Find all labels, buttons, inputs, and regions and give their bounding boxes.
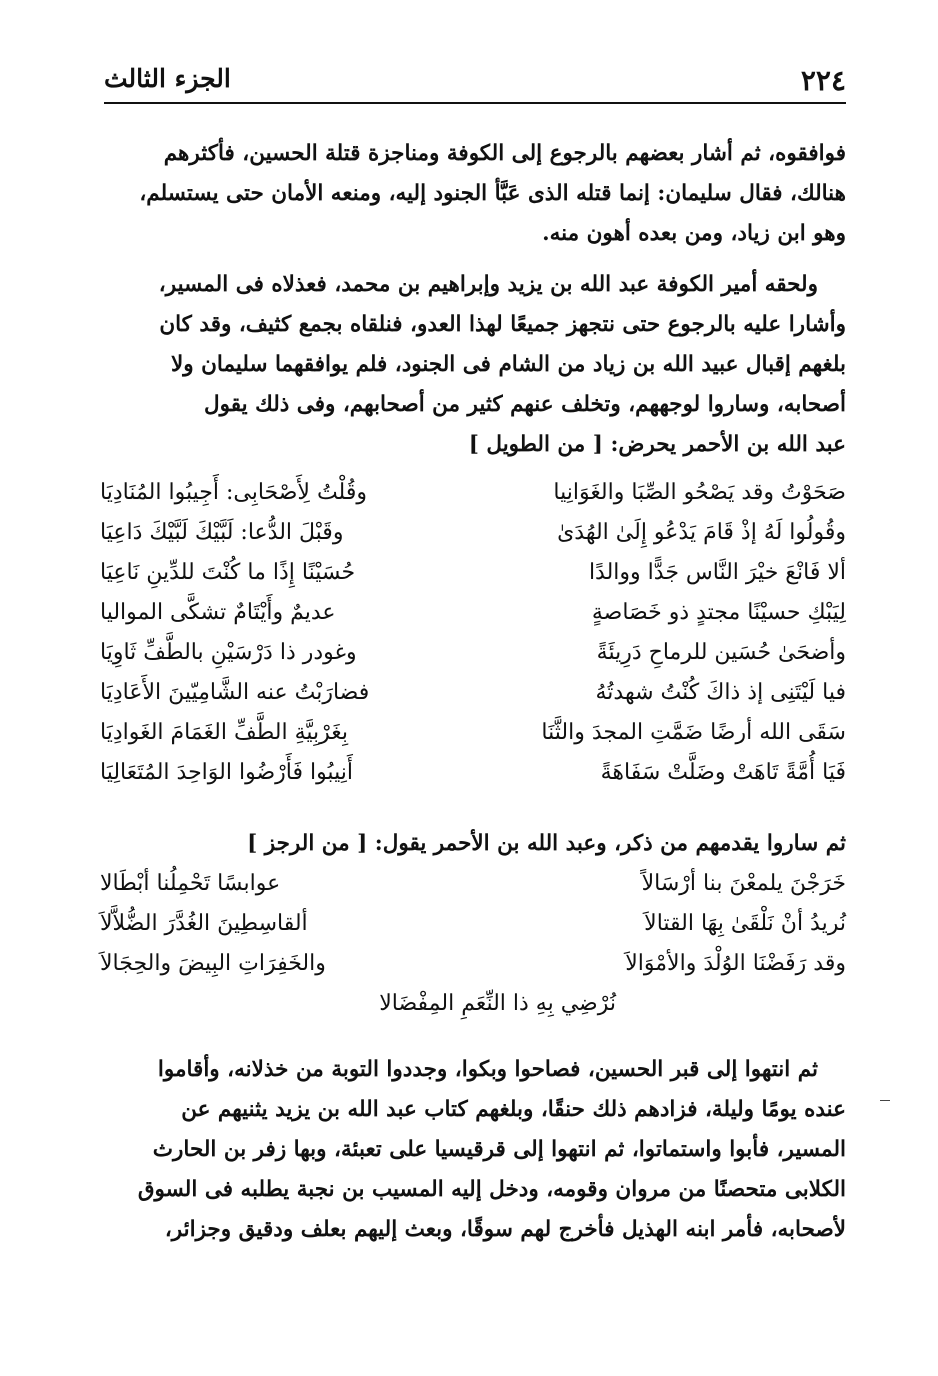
verse-second-hemistich: فضارَبْتُ عنه الشَّامِيّينَ الأَعَادِيَا: [100, 680, 370, 705]
verse-first-hemistich: نُريدُ أنْ نَلْقَىٰ بِهَا القتالاَ: [644, 911, 846, 936]
verse-second-hemistich: حُسَيْنًا إِذًا ما كُنْتَ للدِّينِ نَاعِيَا: [100, 560, 356, 585]
verse: [100, 600, 846, 640]
verse-first-hemistich: سَقَى الله أرضًا ضَمَّتِ المجدَ والثَّنَا: [541, 720, 846, 745]
verse-second-hemistich: عديمٌ وأَيْتَامٌ تشكَّى المواليا: [100, 600, 336, 625]
verse-second-hemistich: بِغَرْبِيَّةِ الطَّفِّ الغَمَامَ الغَوادِيَا: [100, 720, 349, 745]
text-line: المسير، فأبوا واستماتوا، ثم انتهوا إلى قرقيسيا على تعبئة، وبها زفر بن الحارث: [152, 1137, 846, 1162]
poem-tawil: [100, 480, 846, 800]
verse-first-hemistich: فَيَا أُمَّةً تَاهَتْ وضَلَّتْ سَفَاهَةً: [600, 760, 846, 785]
verse-second-hemistich: والخَفِرَاتِ البِيضَ والحِجَالاَ: [100, 951, 326, 976]
verse: [100, 560, 846, 600]
verse-single-hemistich: نُرْضِي بِهِ ذا النِّعَمِ المِفْضَالا: [379, 991, 616, 1016]
verse-first-hemistich: فيا لَيْتَنِى إذ ذاكَ كُنْتُ شهدتُهُ: [595, 680, 846, 705]
text-line: وأشارا عليه بالرجوع حتى نتجهز جميعًا لهذا العدو، فنلقاه بجمع كثيف، وقد كان: [159, 312, 846, 337]
page-header: [104, 62, 846, 104]
verse-single: [100, 991, 846, 1031]
verse: [100, 720, 846, 760]
verse: [100, 871, 846, 911]
paragraph-3: [100, 1050, 846, 1250]
verse: [100, 520, 846, 560]
volume-title: الجزء الثالث: [104, 64, 231, 93]
verse-second-hemistich: ألقاسِطِينَ الغُدَّرَ الضُّلاَّلاَ: [100, 911, 308, 936]
verse-second-hemistich: وقَبْلَ الدُّعا: لَبَّيْكَ لَبَّيْكَ دَاعِيَا: [100, 520, 344, 545]
verse-first-hemistich: وقُولُوا لَهُ إذْ قَامَ يَدْعُو إِلَىٰ الهُدَىٰ: [557, 520, 846, 545]
verse-first-hemistich: لِيَبْكِ حسيْنًا مجتدٍ ذو خَصَاصةٍ: [591, 600, 846, 625]
text-line: أصحابه، وساروا لوجههم، وتخلف عنهم كثير من أصحابهم، وفى ذلك يقول: [204, 392, 846, 417]
verse-second-hemistich: وقُلْتُ لِأَصْحَابِى: أَجِيبُوا المُنَادِيَا: [100, 480, 367, 505]
text-line: عبد الله بن الأحمر يحرض: [ من الطويل ]: [468, 432, 846, 457]
text-line: عنده يومًا وليلة، فزادهم ذلك حنقًا، وبلغهم كتاب عبد الله بن يزيد يثنيهم عن: [181, 1097, 846, 1122]
text-line: ثم انتهوا إلى قبر الحسين، فصاحوا وبكوا، وجددوا التوبة من خذلانه، وأقاموا: [157, 1057, 818, 1082]
text-line: فوافقوه، ثم أشار بعضهم بالرجوع إلى الكوفة ومناجزة قتلة الحسين، فأكثرهم: [163, 141, 846, 166]
poem-rajaz: [100, 871, 846, 1031]
verse: [100, 680, 846, 720]
verse: [100, 480, 846, 520]
paragraph-2: [100, 265, 846, 465]
verse: [100, 760, 846, 800]
verse-second-hemistich: أَنِيبُوا فَأَرْضُوا الوَاحِدَ المُتَعَالِيَا: [100, 760, 353, 785]
verse-second-hemistich: وغودر ذا دَرْسَيْنِ بالطَّفِّ ثَاوِيَا: [100, 640, 357, 665]
text-line: وهو ابن زياد، ومن بعده أهون منه.: [542, 221, 846, 246]
paragraph-1: [100, 134, 846, 254]
verse-first-hemistich: ألا فَانْعَ خيْرَ النَّاس جَدًّا ووالدًا: [588, 560, 846, 585]
text-line: هنالك، فقال سليمان: إنما قتله الذى عَبَّأ الجنود إليه، ومنعه الأمان حتى يستسلم،: [139, 181, 846, 206]
verse-first-hemistich: وأضحَىٰ حُسَين للرماحِ دَرِيئَةً: [596, 640, 846, 665]
text-line: بلغهم إقبال عبيد الله بن زياد من الشام فى الجنود، فلم يوافقهما سليمان ولا: [170, 352, 846, 377]
verse-first-hemistich: صَحَوْتُ وقد يَصْحُو الصِّبَا والغَوَانِيا: [553, 480, 846, 505]
verse: [100, 951, 846, 991]
page-number: ٢٢٤: [800, 64, 846, 97]
verse: [100, 911, 846, 951]
verse: [100, 640, 846, 680]
rajaz-intro-line: ثم ساروا يقدمهم من ذكر، وعبد الله بن الأحمر يقول: [ من الرجز ]: [247, 831, 846, 856]
verse-first-hemistich: خَرَجْنَ يلمعْنَ بنا أرْسَالاً: [641, 871, 846, 896]
text-line: ولحقه أمير الكوفة عبد الله بن يزيد وإبراهيم بن محمد، فعذلاه فى المسير،: [158, 272, 818, 297]
text-line: الكلابى متحصنًا من مروان وقومه، ودخل إليه المسيب بن نجبة يطلبه فى السوق: [137, 1177, 846, 1202]
margin-mark: [880, 1100, 890, 1101]
text-line: لأصحابه، فأمر ابنه الهذيل فأخرج لهم سوقًا، وبعث إليهم بعلف ودقيق وجزائر،: [164, 1217, 846, 1242]
verse-second-hemistich: عوابسًا تَحْمِلُنا أبْطَالا: [100, 871, 281, 896]
verse-first-hemistich: وقد رَفَضْنَا الوُلْدَ والأمْوَالاَ: [625, 951, 846, 976]
